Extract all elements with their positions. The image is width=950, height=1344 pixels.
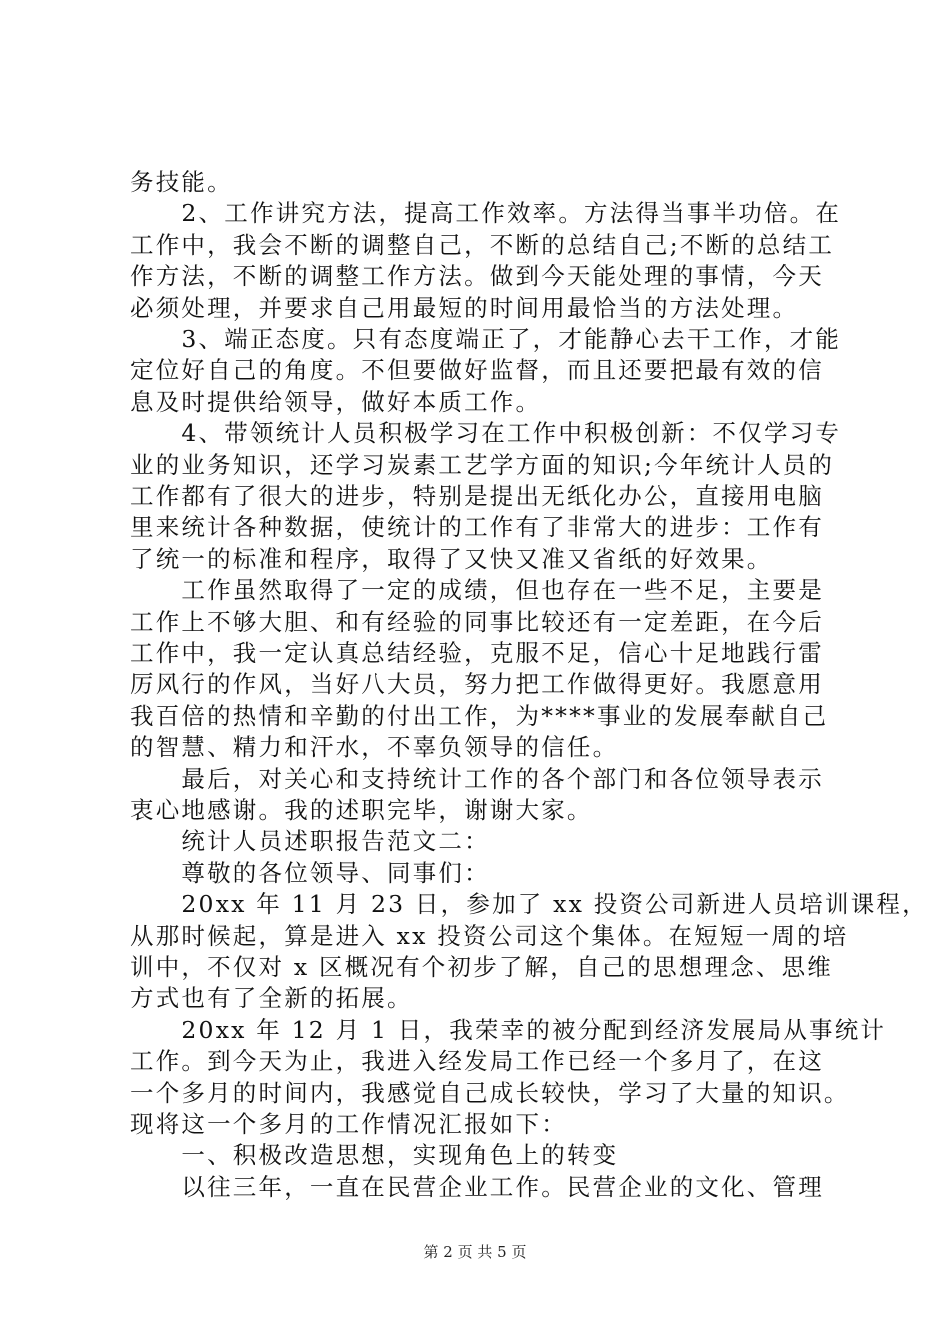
text-line: 务技能。: [130, 168, 233, 196]
text-line: 衷心地感谢。我的述职完毕，谢谢大家。: [130, 796, 593, 824]
text-line: 20xx 年 12 月 1 日，我荣幸的被分配到经济发展局从事统计: [130, 1016, 887, 1044]
text-line: 一个多月的时间内，我感觉自己成长较快，学习了大量的知识。: [130, 1079, 850, 1107]
text-line: 我百倍的热情和辛勤的付出工作，为****事业的发展奉献自己: [130, 702, 829, 730]
text-line: 方式也有了全新的拓展。: [130, 984, 413, 1012]
text-line: 从那时候起，算是进入 xx 投资公司这个集体。在短短一周的培: [130, 922, 849, 950]
text-line: 工作中，我一定认真总结经验，克服不足，信心十足地践行雷: [130, 639, 824, 667]
text-line: 训中，不仅对 x 区概况有个初步了解，自己的思想理念、思维: [130, 953, 833, 981]
text-line: 工作。到今天为止，我进入经发局工作已经一个多月了，在这: [130, 1047, 824, 1075]
text-line: 工作虽然取得了一定的成绩，但也存在一些不足，主要是: [130, 576, 824, 604]
text-line: 工作上不够大胆、和有经验的同事比较还有一定差距，在今后: [130, 608, 824, 636]
text-line: 工作都有了很大的进步，特别是提出无纸化办公，直接用电脑: [130, 482, 824, 510]
text-line: 的智慧、精力和汗水，不辜负领导的信任。: [130, 733, 619, 761]
text-line: 2、工作讲究方法，提高工作效率。方法得当事半功倍。在: [130, 199, 842, 227]
text-line: 工作中，我会不断的调整自己，不断的总结自己;不断的总结工: [130, 231, 835, 259]
text-line: 里来统计各种数据，使统计的工作有了非常大的进步：工作有: [130, 513, 824, 541]
subsection-heading: 一、积极改造思想，实现角色上的转变: [130, 1141, 619, 1169]
text-line: 业的业务知识，还学习炭素工艺学方面的知识;今年统计人员的: [130, 451, 835, 479]
text-line: 作方法，不断的调整工作方法。做到今天能处理的事情，今天: [130, 262, 824, 290]
text-line: 20xx 年 11 月 23 日，参加了 xx 投资公司新进人员培训课程，: [130, 890, 928, 918]
text-line: 了统一的标准和程序，取得了又快又准又省纸的好效果。: [130, 545, 773, 573]
text-line: 3、端正态度。只有态度端正了，才能静心去干工作，才能: [130, 325, 842, 353]
section-heading: 统计人员述职报告范文二：: [130, 827, 490, 855]
text-line: 现将这一个多月的工作情况汇报如下：: [130, 1110, 567, 1138]
text-line: 定位好自己的角度。不但要做好监督，而且还要把最有效的信: [130, 356, 824, 384]
text-line: 厉风行的作风，当好八大员，努力把工作做得更好。我愿意用: [130, 670, 824, 698]
text-line: 最后，对关心和支持统计工作的各个部门和各位领导表示: [130, 765, 824, 793]
text-line: 以往三年，一直在民营企业工作。民营企业的文化、管理: [130, 1173, 824, 1201]
text-line: 息及时提供给领导，做好本质工作。: [130, 388, 542, 416]
page-number-footer: 第 2 页 共 5 页: [423, 1243, 527, 1261]
text-line: 必须处理，并要求自己用最短的时间用最恰当的方法处理。: [130, 294, 799, 322]
salutation: 尊敬的各位领导、同事们：: [130, 859, 490, 887]
text-line: 4、带领统计人员积极学习在工作中积极创新：不仅学习专: [130, 419, 842, 447]
